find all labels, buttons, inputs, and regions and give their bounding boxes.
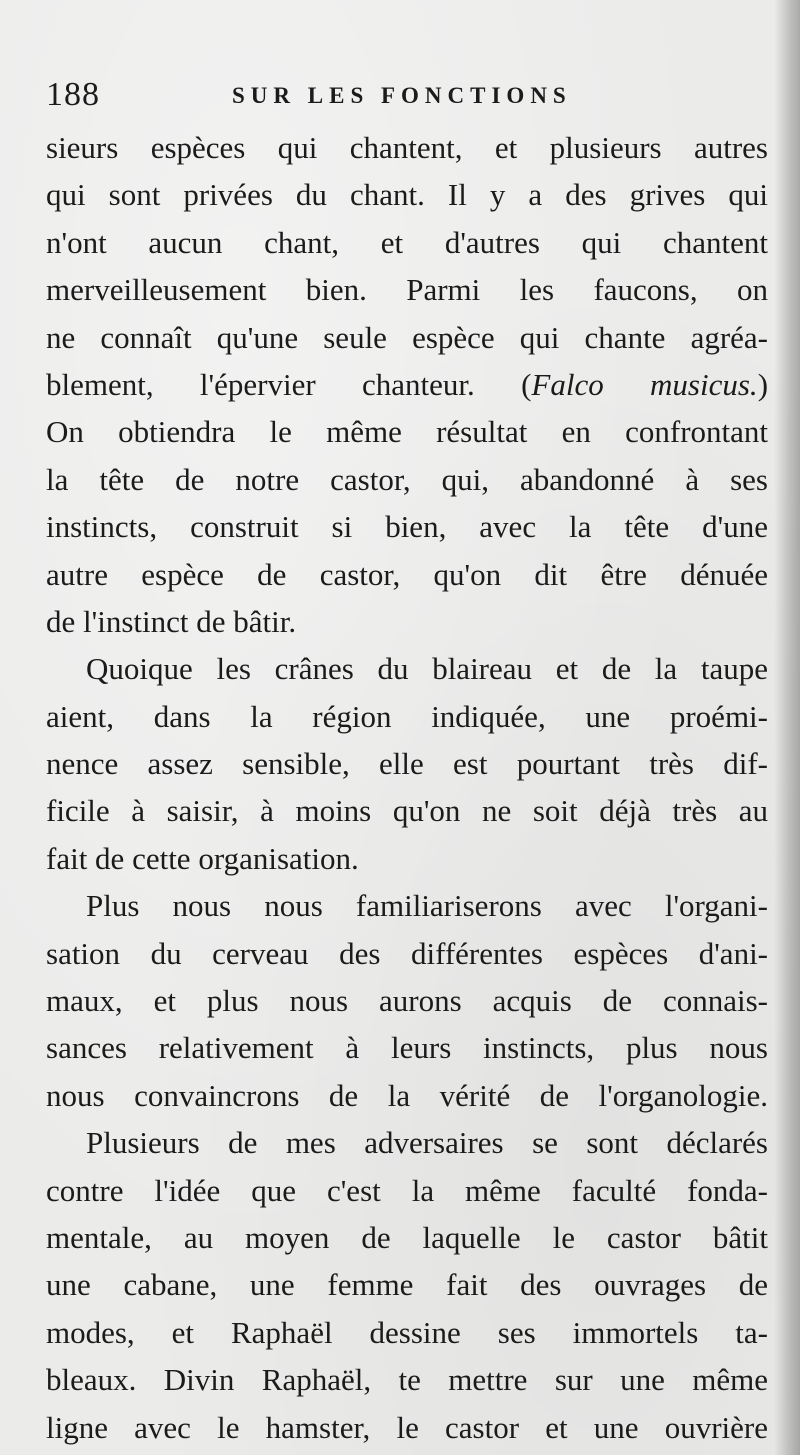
- text-line: fait de cette organisation.: [46, 840, 359, 876]
- text-line: n'ont aucun chant, et d'autres qui chantent: [46, 224, 768, 260]
- text-line: une cabane, une femme fait des ouvrages de: [46, 1267, 768, 1303]
- text-line: sances relativement à leurs instincts, plus nous: [46, 1030, 768, 1066]
- text-line: ne connaît qu'une seule espèce qui chante agréa-: [46, 319, 768, 355]
- text-line: On obtiendra le même résultat en confrontant: [46, 414, 768, 450]
- text-line: la tête de notre castor, qui, abandonné à ses: [46, 461, 768, 497]
- latin-species-name: Falco musicus.: [531, 366, 758, 402]
- page-edge-shadow: [774, 0, 800, 1455]
- text-line: autre espèce de castor, qu'on dit être dénuée: [46, 556, 768, 592]
- text-line: merveilleusement bien. Parmi les faucons, on: [46, 272, 768, 308]
- text-line: de l'instinct de bâtir.: [46, 603, 297, 639]
- text-line-with-italic: [46, 361, 768, 408]
- text-line: qui sont privées du chant. Il y a des grives qui: [46, 177, 768, 213]
- text-line: instincts, construit si bien, avec la tête d'une: [46, 509, 768, 545]
- text-line: nence assez sensible, elle est pourtant très dif-: [46, 746, 768, 782]
- text-line: sation du cerveau des différentes espèces d'ani-: [46, 935, 768, 971]
- running-title: SUR LES FONCTIONS: [232, 83, 572, 108]
- page-number: 188: [46, 76, 100, 113]
- text-line: modes, et Raphaël dessine ses immortels ta-: [46, 1314, 768, 1350]
- text-line: sieurs espèces qui chantent, et plusieurs autres: [46, 130, 768, 165]
- text-line: nous convaincrons de la vérité de l'organologie.: [46, 1077, 768, 1113]
- body-text: [46, 124, 768, 1451]
- text-line: ficile à saisir, à moins qu'on ne soit déjà très au: [46, 793, 768, 829]
- text-line: contre l'idée que c'est la même faculté fonda-: [46, 1172, 768, 1208]
- text-line: ligne avec le hamster, le castor et une ouvrière: [46, 1409, 768, 1445]
- text-segment: blement, l'épervier chanteur. (: [46, 366, 532, 402]
- running-head: [46, 70, 756, 120]
- text-line: maux, et plus nous aurons acquis de connais-: [46, 983, 768, 1019]
- text-line: mentale, au moyen de laquelle le castor bâtit: [46, 1219, 768, 1255]
- paragraph-start-line: Plusieurs de mes adversaires se sont déclarés: [86, 1125, 768, 1161]
- closing-parenthesis: ): [757, 366, 768, 402]
- paragraph-start-line: Plus nous nous familiariserons avec l'organi-: [86, 888, 768, 924]
- text-line: bleaux. Divin Raphaël, te mettre sur une même: [46, 1362, 768, 1398]
- text-line: aient, dans la région indiquée, une proémi-: [46, 698, 768, 734]
- paragraph-start-line: Quoique les crânes du blaireau et de la taupe: [86, 651, 768, 687]
